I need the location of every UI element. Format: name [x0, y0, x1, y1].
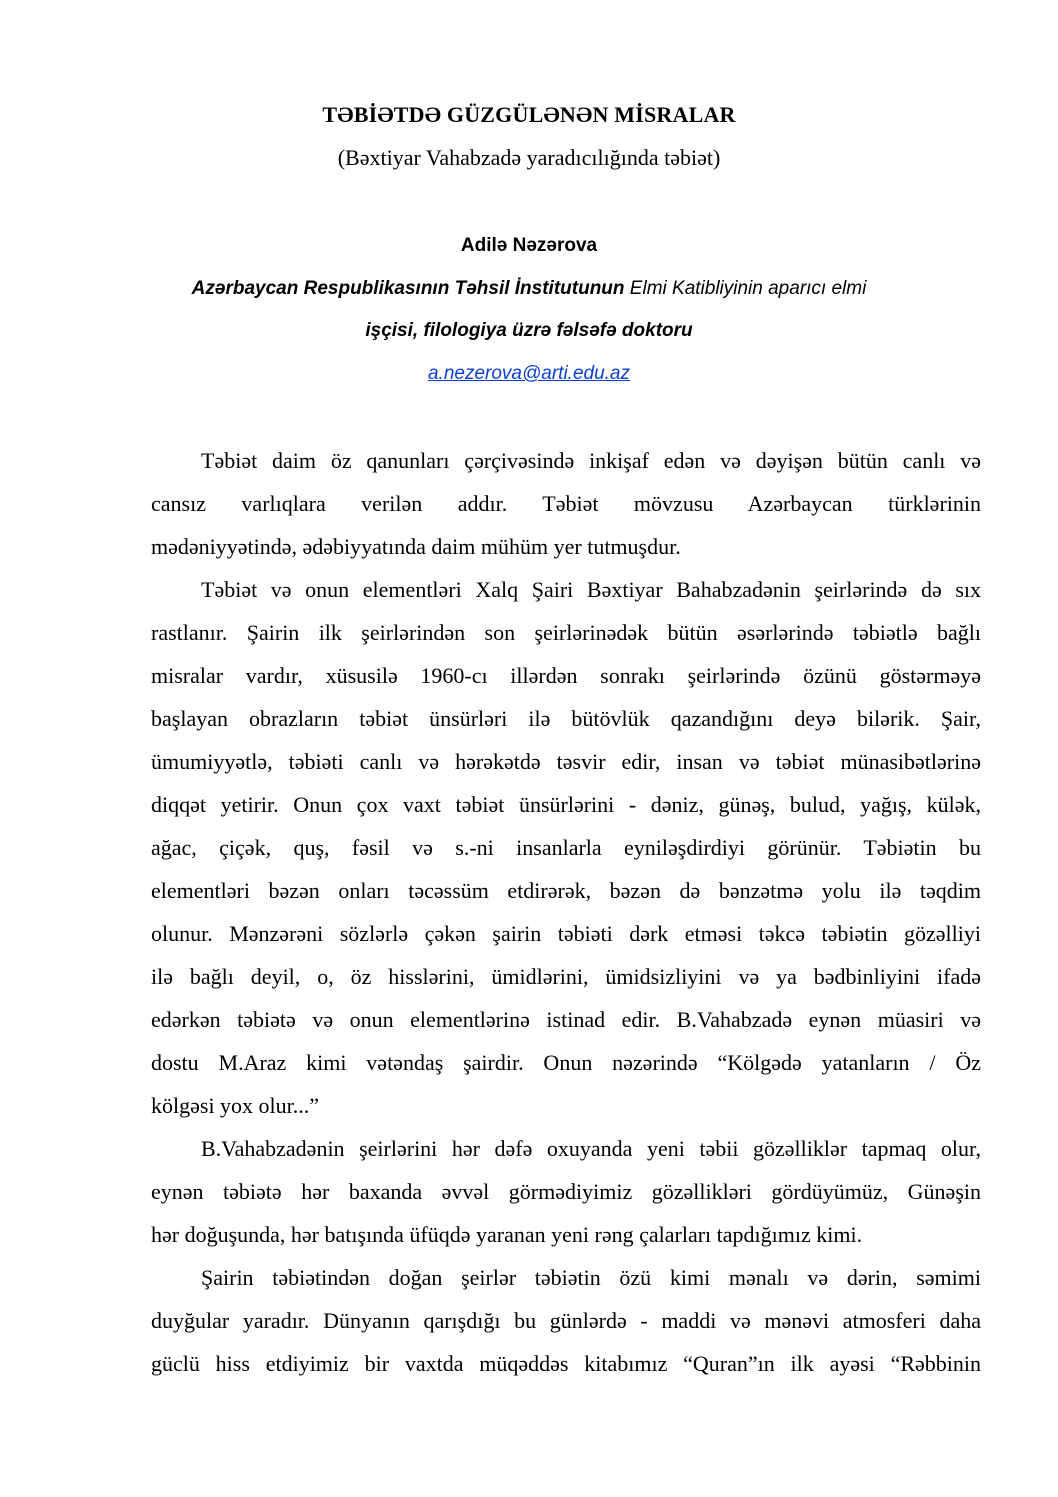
body-line: rastlanır. Şairin ilk şeirlərindən son şeirlərinədək bütün əsərlərində təbiətlə bağlı [151, 620, 981, 645]
author-affiliation-line1 [0, 275, 1058, 303]
body-line: edərkən təbiətə və onun elementlərinə istinad edir. B.Vahabzadə eynən müasiri və [151, 1007, 981, 1032]
body-line: cansız varlıqlara verilən addır. Təbiət mövzusu Azərbaycan türklərinin [151, 491, 981, 516]
body-line: Təbiət və onun elementləri Xalq Şairi Bəxtiyar Bahabzadənin şeirlərində də sıx [201, 577, 981, 602]
author-email-link[interactable]: a.nezerova@arti.edu.az [427, 363, 630, 384]
body-line: eynən təbiətə hər baxanda əvvəl görmədiyimiz gözəllikləri gördüyümüz, Günəşin [151, 1179, 981, 1204]
author-email[interactable] [0, 360, 1058, 388]
affiliation-institution: Azərbaycan Respublikasının Təhsil İnstitutunun [191, 278, 625, 299]
body-line: hər doğuşunda, hər batışında üfüqdə yaranan yeni rəng çalarları tapdığımız kimi. [151, 1222, 863, 1247]
body-line: duyğular yaradır. Dünyanın qarışdığı bu günlərdə - maddi və mənəvi atmosferi daha [151, 1308, 981, 1333]
article-title: TƏBİƏTDƏ GÜZGÜLƏNƏN MİSRALAR [322, 102, 736, 127]
body-line: ümumiyyətlə, təbiəti canlı və hərəkətdə təsvir edir, insan və təbiət münasibətlərinə [151, 749, 981, 774]
author-affiliation-line2 [0, 317, 1058, 345]
body-line: dostu M.Araz kimi vətəndaş şairdir. Onun nəzərində “Kölgədə yatanların / Öz [151, 1050, 981, 1075]
body-line: diqqət yetirir. Onun çox vaxt təbiət ünsürlərini - dəniz, günəş, bulud, yağış, külək, [151, 792, 981, 817]
body-line: mədəniyyətində, ədəbiyyatında daim mühüm yer tutmuşdur. [151, 534, 681, 559]
body-line: B.Vahabzadənin şeirlərini hər dəfə oxuyanda yeni təbii gözəlliklər tapmaq olur, [201, 1136, 981, 1161]
author-name: Adilə Nəzərova [460, 235, 598, 256]
body-line: Şairin təbiətindən doğan şeirlər təbiətin özü kimi mənalı və dərin, səmimi [201, 1265, 981, 1290]
body-line: ağac, çiçək, quş, fəsil və s.-ni insanlarla eyniləşdirdiyi görünür. Təbiətin bu [151, 835, 981, 860]
body-line: Təbiət daim öz qanunları çərçivəsində inkişaf edən və dəyişən bütün canlı və [201, 448, 981, 473]
affiliation-position: Elmi Katibliyinin aparıcı elmi [624, 278, 867, 299]
article-subtitle: (Bəxtiyar Vahabzadə yaradıcılığında təbiət) [337, 145, 721, 170]
body-line: ilə bağlı deyil, o, öz hisslərini, ümidlərini, ümidsizliyini və ya bədbinliyini ifadə [151, 964, 981, 989]
body-line: misralar vardır, xüsusilə 1960-cı illərdən sonrakı şeirlərində özünü göstərməyə [151, 663, 981, 688]
body-line: başlayan obrazların təbiət ünsürləri ilə bütövlük qazandığını deyə bilərik. Şair, [151, 706, 981, 731]
affiliation-degree: işçisi, filologiya üzrə fəlsəfə doktoru [365, 320, 693, 341]
body-line: olunur. Mənzərəni sözlərlə çəkən şairin təbiəti dərk etməsi təkcə təbiətin gözəlliyi [151, 921, 981, 946]
body-line: elementləri bəzən onları təcəssüm etdirərək, bəzən də bənzətmə yolu ilə təqdim [151, 878, 981, 903]
body-line: güclü hiss etdiyimiz bir vaxtda müqəddəs kitabımız “Quran”ın ilk ayəsi “Rəbbinin [151, 1351, 981, 1376]
body-line: kölgəsi yox olur...” [151, 1093, 320, 1118]
